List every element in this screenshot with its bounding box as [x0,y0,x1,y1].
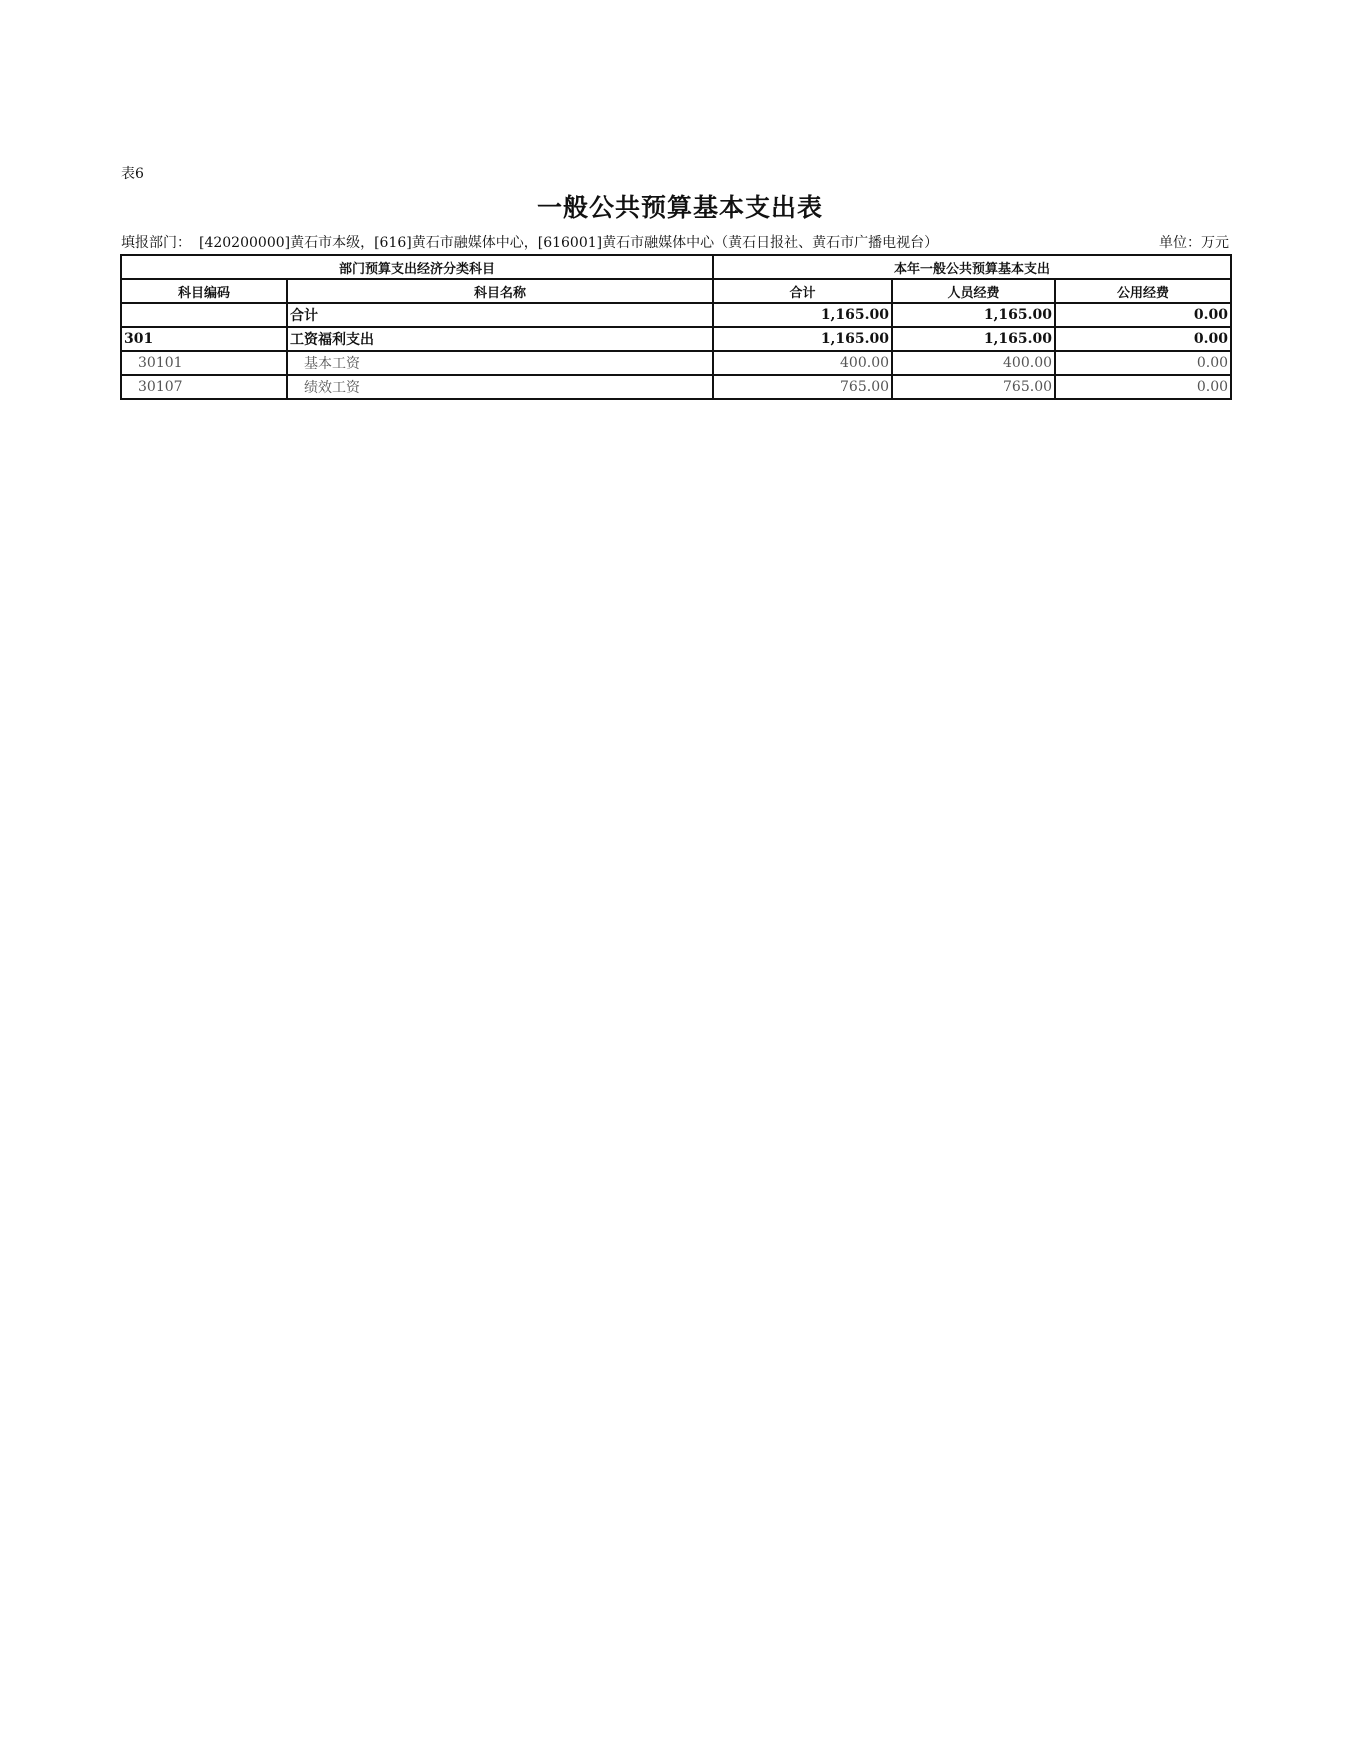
header-group-left: 部门预算支出经济分类科目 [121,255,713,279]
page-title: 一般公共预算基本支出表 [536,193,823,222]
row-personnel: 1,165.00 [892,303,1055,327]
row-total: 765.00 [713,375,892,399]
row-name: 基本工资 [287,351,713,375]
row-public: 0.00 [1055,327,1231,351]
meta-line [121,232,1229,252]
header-personnel: 人员经费 [892,279,1055,303]
row-total: 400.00 [713,351,892,375]
row-code: 30101 [121,351,287,375]
row-total: 1,165.00 [713,327,892,351]
row-personnel: 765.00 [892,375,1055,399]
table-number: 表6 [121,166,144,182]
fill-department-label: 填报部门： [121,235,191,251]
row-code [121,303,287,327]
row-total: 1,165.00 [713,303,892,327]
header-group-row [121,255,1231,279]
budget-table [120,254,1232,400]
row-personnel: 400.00 [892,351,1055,375]
row-public: 0.00 [1055,303,1231,327]
header-total: 合计 [713,279,892,303]
row-name: 工资福利支出 [287,327,713,351]
table-row [121,327,1231,351]
header-group-right: 本年一般公共预算基本支出 [713,255,1231,279]
header-row [121,279,1231,303]
table-row [121,375,1231,399]
header-name: 科目名称 [287,279,713,303]
row-public: 0.00 [1055,351,1231,375]
unit-label: 单位：万元 [1159,235,1229,251]
row-name: 绩效工资 [287,375,713,399]
row-code: 30107 [121,375,287,399]
header-code: 科目编码 [121,279,287,303]
row-code: 301 [121,327,287,351]
row-personnel: 1,165.00 [892,327,1055,351]
table-row [121,351,1231,375]
header-public: 公用经费 [1055,279,1231,303]
fill-department [121,232,938,252]
fill-department-value: [420200000]黄石市本级，[616]黄石市融媒体中心，[616001]黄石市融媒体中心（黄石日报社、黄石市广播电视台） [199,235,939,251]
row-name: 合计 [287,303,713,327]
row-public: 0.00 [1055,375,1231,399]
table-row [121,303,1231,327]
